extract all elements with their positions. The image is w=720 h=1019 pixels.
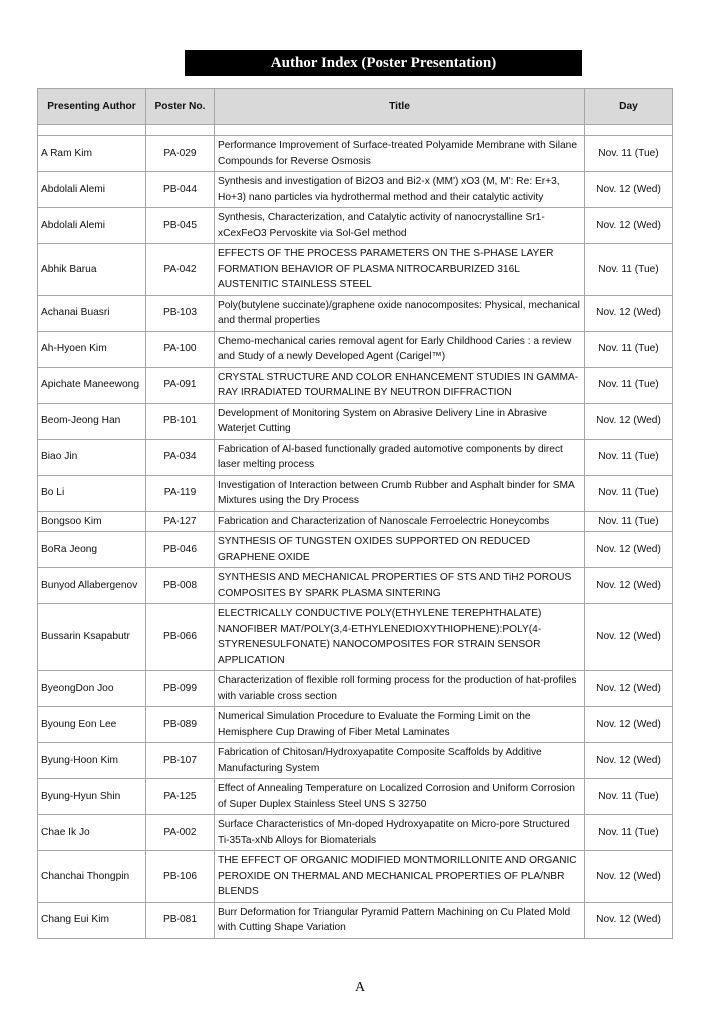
table-header-row	[38, 89, 673, 125]
table-row	[38, 604, 673, 671]
table-row	[38, 295, 673, 331]
column-header-title: Title	[215, 89, 585, 125]
table-row	[38, 475, 673, 511]
day-cell: Nov. 11 (Tue)	[585, 779, 673, 815]
table-row	[38, 743, 673, 779]
author-cell: Bunyod Allabergenov	[38, 568, 146, 604]
day-cell: Nov. 11 (Tue)	[585, 439, 673, 475]
poster-number-cell: PB-106	[146, 851, 215, 903]
day-cell: Nov. 12 (Wed)	[585, 743, 673, 779]
poster-number-cell: PB-008	[146, 568, 215, 604]
author-cell: Abdolali Alemi	[38, 172, 146, 208]
column-header-author: Presenting Author	[38, 89, 146, 125]
title-cell: Investigation of Interaction between Crumb Rubber and Asphalt binder for SMA Mixtures using the Dry Process	[215, 475, 585, 511]
title-cell: Chemo-mechanical caries removal agent for Early Childhood Caries : a review and Study of a newly Developed Agent (Carigel™)	[215, 331, 585, 367]
page-letter: A	[354, 980, 366, 995]
day-cell: Nov. 12 (Wed)	[585, 172, 673, 208]
table-row	[38, 815, 673, 851]
title-cell: Performance Improvement of Surface-treated Polyamide Membrane with Silane Compounds for Reverse Osmosis	[215, 136, 585, 172]
table-row	[38, 902, 673, 938]
title-cell: Development of Monitoring System on Abrasive Delivery Line in Abrasive Waterjet Cutting	[215, 403, 585, 439]
author-cell: Chae Ik Jo	[38, 815, 146, 851]
author-cell: A Ram Kim	[38, 136, 146, 172]
title-cell: Fabrication of Chitosan/Hydroxyapatite Composite Scaffolds by Additive Manufacturing System	[215, 743, 585, 779]
table-row	[38, 707, 673, 743]
column-header-day: Day	[585, 89, 673, 125]
table-row	[38, 568, 673, 604]
table-body	[38, 125, 673, 939]
title-cell: Numerical Simulation Procedure to Evaluate the Forming Limit on the Hemisphere Cup Drawing of Fiber Metal Laminates	[215, 707, 585, 743]
poster-number-cell: PA-127	[146, 511, 215, 532]
author-cell: Beom-Jeong Han	[38, 403, 146, 439]
poster-number-cell: PA-091	[146, 367, 215, 403]
poster-number-cell: PA-125	[146, 779, 215, 815]
table-row	[38, 244, 673, 296]
author-cell: Byung-Hoon Kim	[38, 743, 146, 779]
table-row	[38, 439, 673, 475]
poster-number-cell: PB-103	[146, 295, 215, 331]
author-cell: Chang Eui Kim	[38, 902, 146, 938]
poster-number-cell: PA-034	[146, 439, 215, 475]
title-cell: Synthesis, Characterization, and Catalytic activity of nanocrystalline Sr1-xCexFeO3 Pervoskite via Sol-Gel method	[215, 208, 585, 244]
poster-number-cell: PA-029	[146, 136, 215, 172]
author-cell: Bussarin Ksapabutr	[38, 604, 146, 671]
day-cell: Nov. 12 (Wed)	[585, 604, 673, 671]
day-cell: Nov. 12 (Wed)	[585, 208, 673, 244]
author-cell: Bongsoo Kim	[38, 511, 146, 532]
title-cell: Synthesis and investigation of Bi2O3 and Bi2-x (MM') xO3 (M, M': Re: Er+3, Ho+3) nano particles via hydrothermal method and their catalytic activity	[215, 172, 585, 208]
title-cell: CRYSTAL STRUCTURE AND COLOR ENHANCEMENT STUDIES IN GAMMA-RAY IRRADIATED TOURMALINE BY NEUTRON DIFFRACTION	[215, 367, 585, 403]
author-cell: Abhik Barua	[38, 244, 146, 296]
title-cell: Characterization of flexible roll forming process for the production of hat-profiles with variable cross section	[215, 671, 585, 707]
poster-number-cell: PB-044	[146, 172, 215, 208]
day-cell: Nov. 12 (Wed)	[585, 295, 673, 331]
title-cell: Burr Deformation for Triangular Pyramid Pattern Machining on Cu Plated Mold with Cutting Shape Variation	[215, 902, 585, 938]
poster-number-cell: PA-119	[146, 475, 215, 511]
author-index-table	[37, 88, 673, 939]
author-cell: Abdolali Alemi	[38, 208, 146, 244]
day-cell: Nov. 11 (Tue)	[585, 367, 673, 403]
author-cell: Ah-Hyoen Kim	[38, 331, 146, 367]
title-cell: THE EFFECT OF ORGANIC MODIFIED MONTMORILLONITE AND ORGANIC PEROXIDE ON THERMAL AND MECHANICAL PROPERTIES OF PLA/NBR BLENDS	[215, 851, 585, 903]
day-cell: Nov. 11 (Tue)	[585, 244, 673, 296]
day-cell: Nov. 12 (Wed)	[585, 671, 673, 707]
author-cell: Byung-Hyun Shin	[38, 779, 146, 815]
day-cell: Nov. 11 (Tue)	[585, 511, 673, 532]
table-row	[38, 511, 673, 532]
day-cell: Nov. 12 (Wed)	[585, 851, 673, 903]
poster-number-cell: PB-045	[146, 208, 215, 244]
table-row	[38, 136, 673, 172]
title-cell: ELECTRICALLY CONDUCTIVE POLY(ETHYLENE TEREPHTHALATE) NANOFIBER MAT/POLY(3,4-ETHYLENEDIOXYTHIOPHENE):POLY(4-STYRENESULFONATE) NANOCOMPOSITES FOR STRAIN SENSOR APPLICATION	[215, 604, 585, 671]
author-cell: Apichate Maneewong	[38, 367, 146, 403]
day-cell: Nov. 12 (Wed)	[585, 532, 673, 568]
day-cell: Nov. 12 (Wed)	[585, 902, 673, 938]
title-cell: Fabrication of Al-based functionally graded automotive components by direct laser melting process	[215, 439, 585, 475]
poster-number-cell: PB-066	[146, 604, 215, 671]
day-cell: Nov. 11 (Tue)	[585, 475, 673, 511]
author-cell: ByeongDon Joo	[38, 671, 146, 707]
table-row	[38, 532, 673, 568]
table-row	[38, 172, 673, 208]
poster-number-cell: PA-100	[146, 331, 215, 367]
poster-number-cell: PB-099	[146, 671, 215, 707]
author-cell: Chanchai Thongpin	[38, 851, 146, 903]
poster-number-cell: PB-089	[146, 707, 215, 743]
day-cell: Nov. 11 (Tue)	[585, 815, 673, 851]
header-spacer	[38, 125, 673, 136]
day-cell: Nov. 11 (Tue)	[585, 331, 673, 367]
table-row	[38, 331, 673, 367]
title-cell: EFFECTS OF THE PROCESS PARAMETERS ON THE S-PHASE LAYER FORMATION BEHAVIOR OF PLASMA NITROCARBURIZED 316L AUSTENITIC STAINLESS STEEL	[215, 244, 585, 296]
index-heading: Author Index (Poster Presentation)	[185, 50, 582, 76]
day-cell: Nov. 12 (Wed)	[585, 403, 673, 439]
day-cell: Nov. 12 (Wed)	[585, 568, 673, 604]
title-cell: Fabrication and Characterization of Nanoscale Ferroelectric Honeycombs	[215, 511, 585, 532]
title-cell: Poly(butylene succinate)/graphene oxide nanocomposites: Physical, mechanical and thermal properties	[215, 295, 585, 331]
title-cell: Surface Characteristics of Mn-doped Hydroxyapatite on Micro-pore Structured Ti-35Ta-xNb Alloys for Biomaterials	[215, 815, 585, 851]
author-cell: Bo Li	[38, 475, 146, 511]
poster-number-cell: PA-002	[146, 815, 215, 851]
poster-number-cell: PB-046	[146, 532, 215, 568]
day-cell: Nov. 12 (Wed)	[585, 707, 673, 743]
poster-number-cell: PB-101	[146, 403, 215, 439]
poster-number-cell: PB-081	[146, 902, 215, 938]
title-cell: SYNTHESIS AND MECHANICAL PROPERTIES OF STS AND TiH2 POROUS COMPOSITES BY SPARK PLASMA SINTERING	[215, 568, 585, 604]
table-row	[38, 671, 673, 707]
table-row	[38, 779, 673, 815]
title-cell: Effect of Annealing Temperature on Localized Corrosion and Uniform Corrosion of Super Duplex Stainless Steel UNS S 32750	[215, 779, 585, 815]
author-cell: Byoung Eon Lee	[38, 707, 146, 743]
poster-number-cell: PA-042	[146, 244, 215, 296]
table-row	[38, 208, 673, 244]
day-cell: Nov. 11 (Tue)	[585, 136, 673, 172]
table-row	[38, 851, 673, 903]
title-cell: SYNTHESIS OF TUNGSTEN OXIDES SUPPORTED ON REDUCED GRAPHENE OXIDE	[215, 532, 585, 568]
column-header-poster: Poster No.	[146, 89, 215, 125]
table-row	[38, 403, 673, 439]
author-cell: BoRa Jeong	[38, 532, 146, 568]
table-row	[38, 367, 673, 403]
author-cell: Biao Jin	[38, 439, 146, 475]
poster-number-cell: PB-107	[146, 743, 215, 779]
author-cell: Achanai Buasri	[38, 295, 146, 331]
